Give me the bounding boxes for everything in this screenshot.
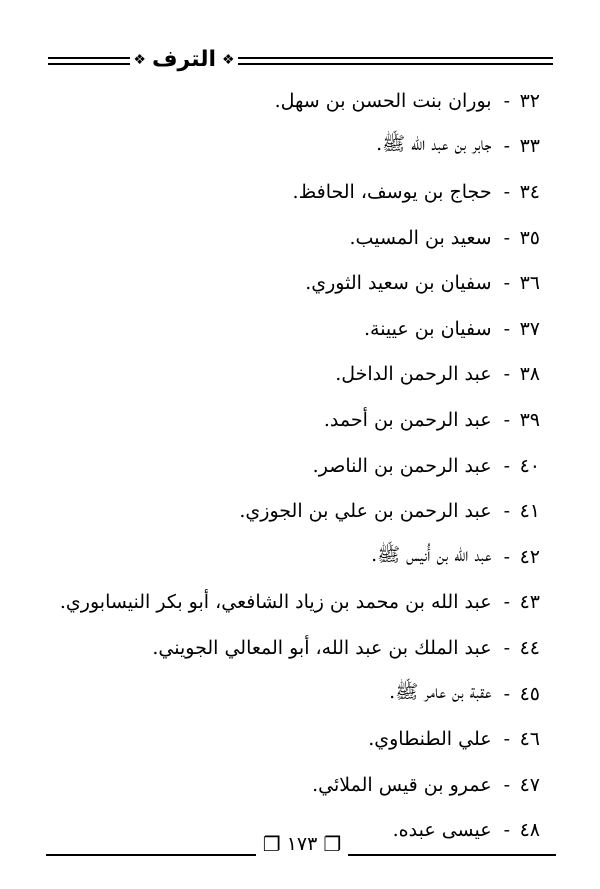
page-header [48, 45, 553, 75]
entries-list [50, 78, 540, 853]
entry-dash: - [503, 226, 510, 249]
list-item [50, 580, 540, 626]
page-number-box [256, 828, 348, 860]
entry-dash: - [503, 363, 510, 386]
list-item [50, 671, 540, 717]
list-item [50, 169, 540, 215]
header-title-box [130, 45, 238, 75]
entry-text: علي الطنطاوي. [368, 728, 492, 751]
list-item [50, 488, 540, 534]
entry-text: بوران بنت الحسن بن سهل. [274, 89, 492, 112]
entry-dash: - [503, 317, 510, 340]
entry-dash: - [503, 454, 510, 477]
list-item [50, 215, 540, 261]
entry-dash: - [503, 819, 510, 842]
entry-text: عمرو بن قيس الملائي. [312, 773, 492, 796]
entry-text: عبد الله بن أُنيس ﷺ. [371, 543, 492, 566]
entry-dash: - [503, 180, 510, 203]
header-rule-top [48, 57, 553, 59]
entry-number: ٤٦ [519, 728, 540, 751]
list-item [50, 762, 540, 808]
entry-dash: - [503, 636, 510, 659]
entry-dash: - [503, 545, 510, 568]
list-item [50, 443, 540, 489]
entry-number: ٣٥ [519, 226, 540, 249]
book-stack-icon: ❐ [323, 832, 342, 856]
entry-number: ٤٥ [519, 682, 540, 705]
book-stack-icon: ❐ [262, 832, 281, 856]
entry-text: عبد الله بن محمد بن زياد الشافعي، أبو بكر النيسابوري. [59, 591, 492, 614]
list-item [50, 625, 540, 671]
entry-dash: - [503, 591, 510, 614]
entry-text: حجاج بن يوسف، الحافظ. [292, 180, 492, 203]
entry-number: ٤٧ [519, 773, 540, 796]
entry-text: عبد الرحمن بن علي بن الجوزي. [239, 500, 492, 523]
list-item [50, 534, 540, 580]
diamond-flourish-icon: ❖ [133, 52, 146, 68]
header-title: الترف [151, 47, 217, 72]
entry-dash: - [503, 135, 510, 158]
entry-text: عقبة بن عامر ﷺ. [389, 680, 492, 703]
entry-number: ٣٢ [519, 89, 540, 112]
entry-dash: - [503, 728, 510, 751]
entry-dash: - [503, 89, 510, 112]
entry-text: سفيان بن عيينة. [363, 317, 492, 340]
entry-number: ٤٠ [519, 454, 540, 477]
page-footer [46, 826, 556, 862]
entry-dash: - [503, 682, 510, 705]
diamond-flourish-icon: ❖ [222, 52, 235, 68]
page-number: ١٧٣ [286, 833, 318, 855]
entry-number: ٣٣ [519, 135, 540, 158]
entry-number: ٣٤ [519, 180, 540, 203]
list-item [50, 716, 540, 762]
entry-number: ٣٧ [519, 317, 540, 340]
entry-number: ٣٩ [519, 408, 540, 431]
entry-dash: - [503, 773, 510, 796]
entry-text: عبد الرحمن الداخل. [335, 363, 492, 386]
header-rule-bottom [48, 63, 553, 65]
entry-text: عبد الملك بن عبد الله، أبو المعالي الجويني. [152, 636, 492, 659]
entry-dash: - [503, 500, 510, 523]
entry-number: ٣٦ [519, 272, 540, 295]
entry-number: ٤٨ [519, 819, 540, 842]
entry-text: عيسى عبده. [392, 819, 492, 842]
list-item [50, 78, 540, 124]
list-item [50, 124, 540, 170]
list-item [50, 306, 540, 352]
entry-text: سفيان بن سعيد الثوري. [305, 272, 492, 295]
entry-text: عبد الرحمن بن الناصر. [312, 454, 492, 477]
entry-number: ٤٢ [519, 545, 540, 568]
entry-number: ٤٣ [519, 591, 540, 614]
list-item [50, 397, 540, 443]
entry-number: ٣٨ [519, 363, 540, 386]
entry-text: سعيد بن المسيب. [349, 226, 492, 249]
entry-text: عبد الرحمن بن أحمد. [323, 408, 492, 431]
entry-dash: - [503, 272, 510, 295]
entry-number: ٤١ [519, 500, 540, 523]
list-item [50, 260, 540, 306]
entry-number: ٤٤ [519, 636, 540, 659]
entry-text: جابر بن عبد الله ﷺ. [376, 133, 492, 156]
entry-dash: - [503, 408, 510, 431]
list-item [50, 352, 540, 398]
